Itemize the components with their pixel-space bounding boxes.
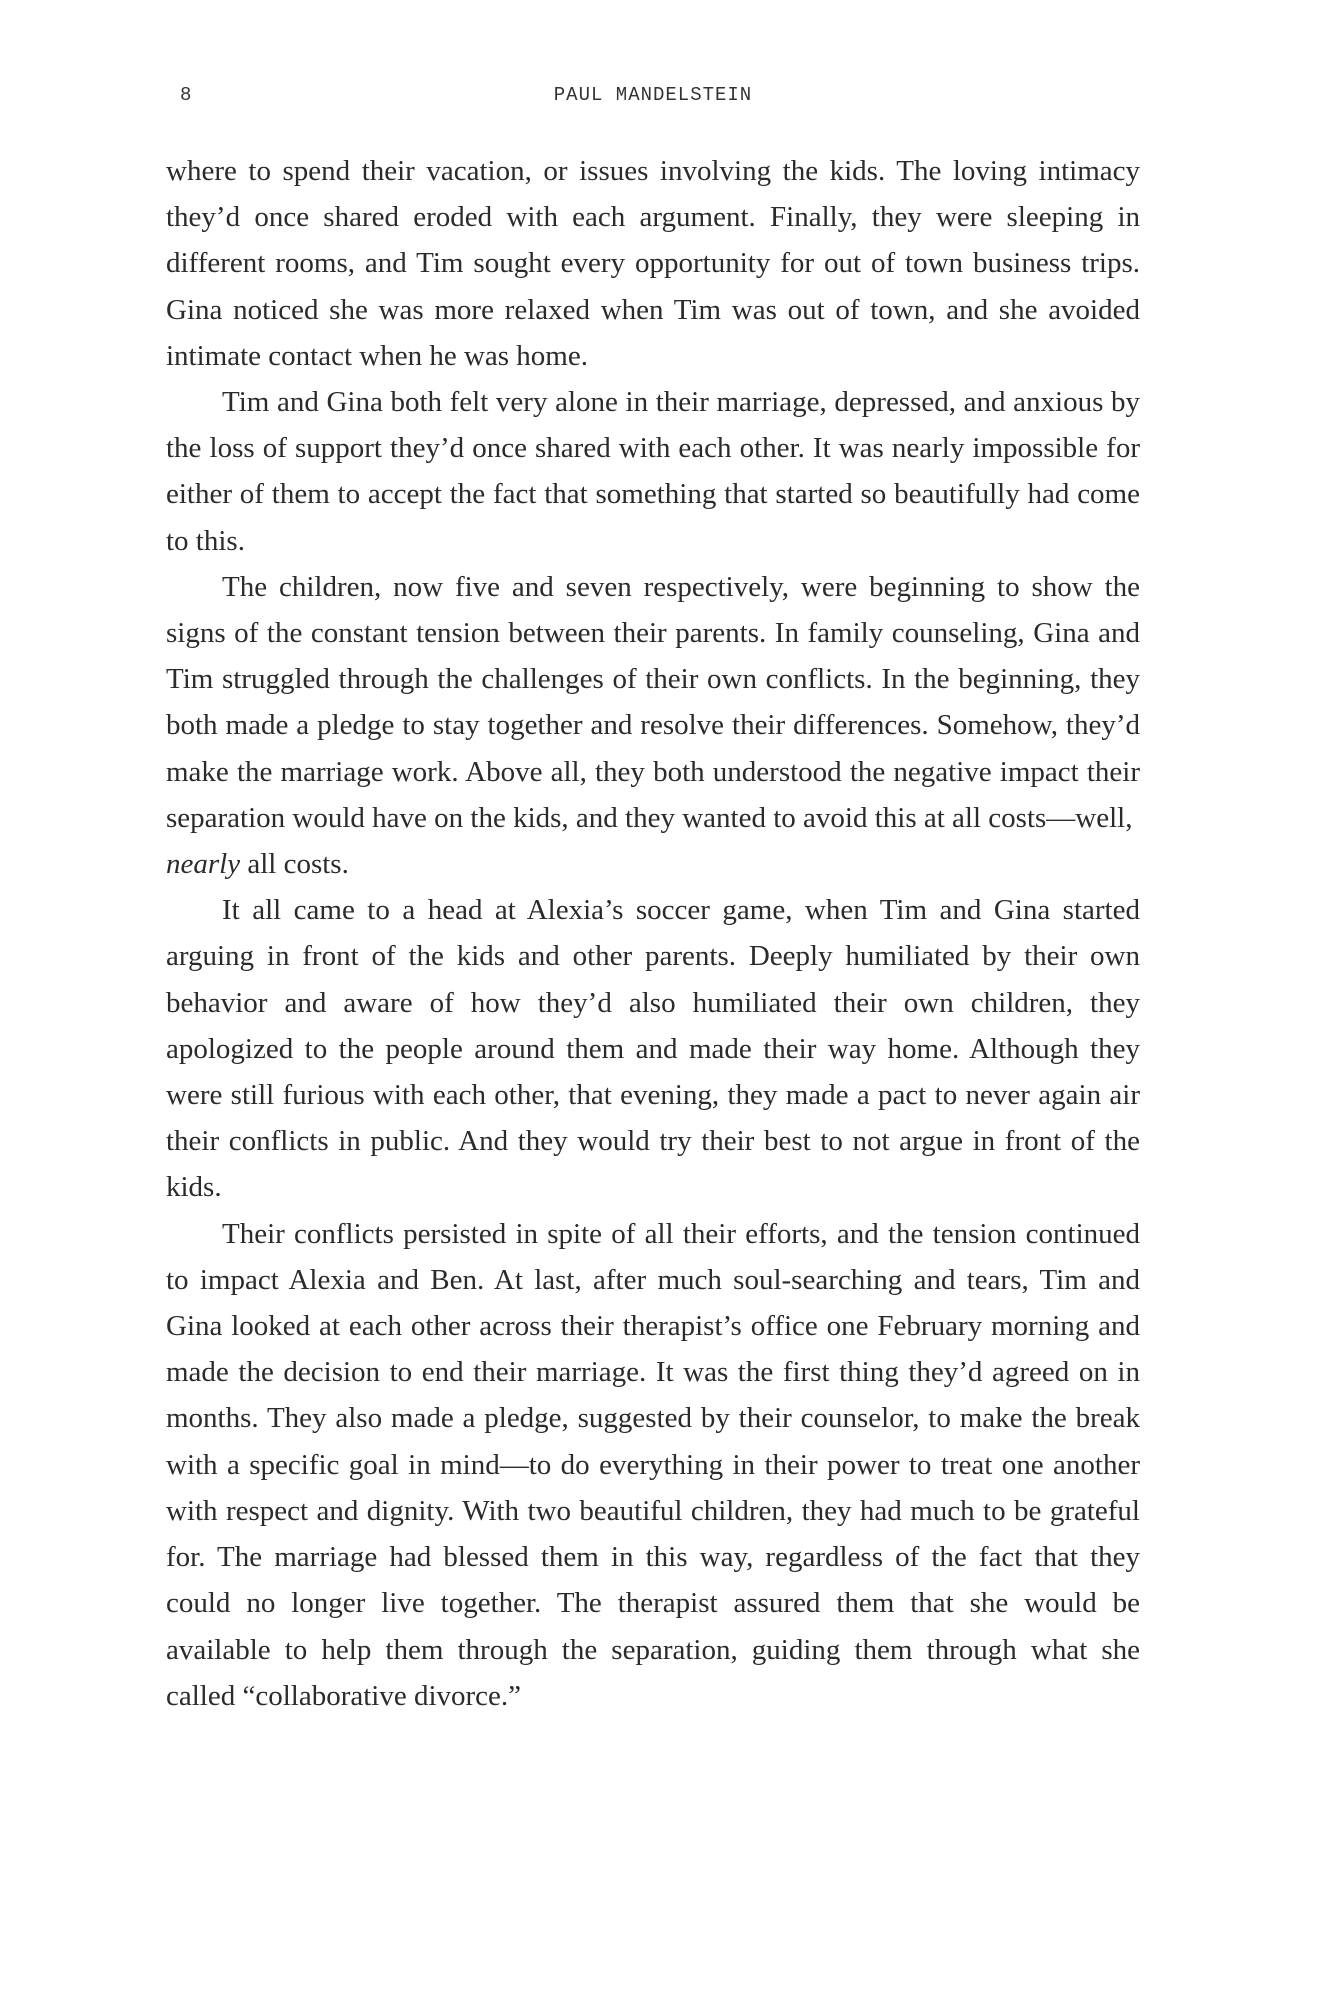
paragraph-4: It all came to a head at Alexia’s soccer game, when Tim and Gina started arguing in front of the kids and other parents. Deeply humiliated by their own behavior and aware of how they’d also humiliated their own children, they apologized to the people around them and made their way home. Although they were still furious with each other, that evening, they made a pact to never again air their conflicts in public. And they would try their best to not argue in front of the kids. xyxy=(166,894,1140,1204)
paragraph-3-text: The children, now five and seven respectively, were beginning to show the signs of the constant tension between their parents. In family counseling, Gina and Tim struggled through the challenges of their own conflicts. In the beginning, they both made a pledge to stay together and resolve their differences. Somehow, they’d make the marriage work. Above all, they both understood the negative impact their separation would have on the kids, and they wanted to avoid this at all costs—well, xyxy=(166,570,1140,834)
paragraph-5: Their conflicts persisted in spite of all their efforts, and the tension continued to impact Alexia and Ben. At last, after much soul-searching and tears, Tim and Gina looked at each other across their therapist’s office one February morning and made the decision to end their marriage. It was the first thing they’d agreed on in months. They also made a pledge, suggested by their counselor, to make the break with a specific goal in mind—to do everything in their power to treat one another with respect and dignity. With two beautiful children, they had much to be grateful for. The marriage had blessed them in this way, regardless of the fact that they could no longer live together. The therapist assured them that she would be available to help them through the separation, guiding them through what she called “collaborative divorce.” xyxy=(166,1217,1140,1712)
paragraph-1: where to spend their vacation, or issues involving the kids. The loving intimacy they’d once shared eroded with each argument. Finally, they were sleeping in different rooms, and Tim sought every opportunity for out of town business trips. Gina noticed she was more relaxed when Tim was out of town, and she avoided intimate contact when he was home. xyxy=(166,155,1140,372)
paragraph-2: Tim and Gina both felt very alone in their marriage, depressed, and anxious by the loss of support they’d once shared with each other. It was nearly impossible for either of them to accept the fact that something that started so beautifully had come to this. xyxy=(166,386,1140,557)
running-title: PAUL MANDELSTEIN xyxy=(553,84,753,106)
running-header xyxy=(166,84,1140,114)
paragraph-3-tail: all costs. xyxy=(240,848,349,881)
page-number: 8 xyxy=(180,84,193,106)
emphasis-nearly: nearly xyxy=(166,848,241,881)
body-text xyxy=(166,148,1140,1719)
paragraph-3 xyxy=(166,564,1140,887)
